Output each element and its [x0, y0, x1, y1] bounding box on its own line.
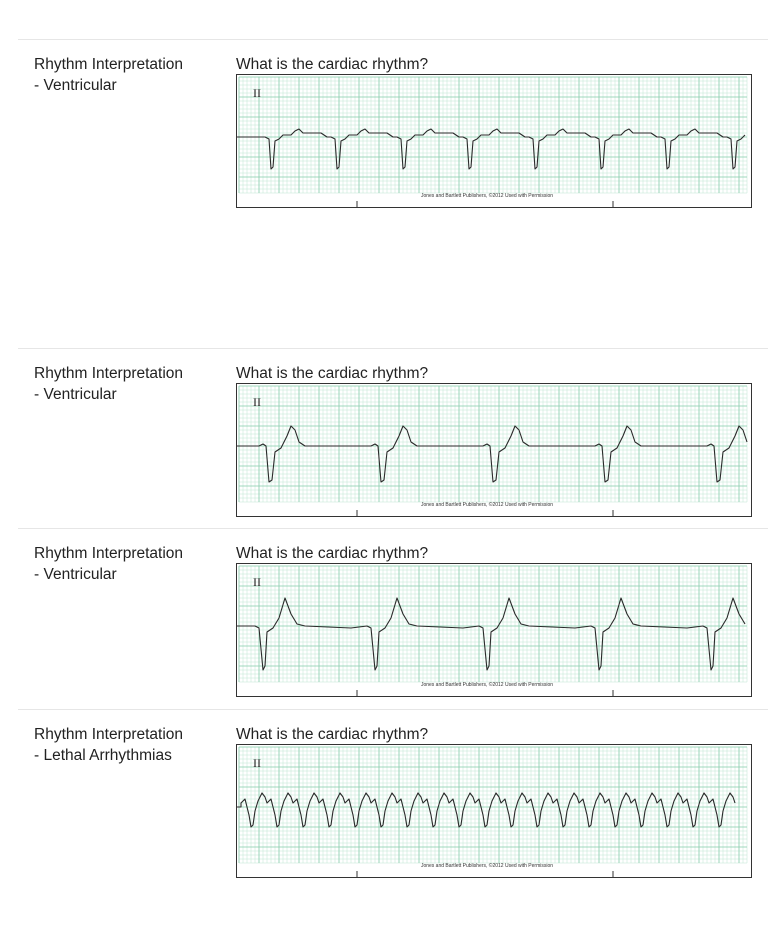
category-label: [34, 363, 224, 405]
ecg-lead-label: II: [253, 395, 261, 409]
question-text: What is the cardiac rhythm?: [236, 365, 429, 382]
question-text: What is the cardiac rhythm?: [236, 56, 429, 73]
ecg-strip: [236, 744, 752, 878]
category-line-1: Rhythm Interpretation: [34, 365, 184, 382]
ecg-footer-band: [237, 871, 751, 877]
ecg-grid-svg: [237, 564, 751, 696]
divider: [18, 709, 768, 710]
category-label: [34, 54, 224, 96]
ecg-grid-svg: [237, 745, 751, 877]
ecg-credit: Jones and Bartlett Publishers, ©2012 Used with Permission: [420, 682, 554, 688]
ecg-lead-label: II: [253, 756, 261, 770]
ecg-footer-band: [237, 201, 751, 207]
category-line-1: Rhythm Interpretation: [34, 545, 184, 562]
category-label: [34, 724, 224, 766]
divider: [18, 348, 768, 349]
category-line-2: - Ventricular: [34, 77, 117, 94]
question-text: What is the cardiac rhythm?: [236, 726, 429, 743]
ecg-credit: Jones and Bartlett Publishers, ©2012 Used with Permission: [420, 193, 554, 199]
question-text: What is the cardiac rhythm?: [236, 545, 429, 562]
category-line-1: Rhythm Interpretation: [34, 726, 184, 743]
ecg-grid-svg: [237, 384, 751, 516]
divider: [18, 528, 768, 529]
ecg-grid-svg: [237, 75, 751, 207]
category-label: [34, 543, 224, 585]
category-line-1: Rhythm Interpretation: [34, 56, 184, 73]
category-line-2: - Ventricular: [34, 566, 117, 583]
ecg-strip: [236, 74, 752, 208]
category-line-2: - Ventricular: [34, 386, 117, 403]
ecg-footer-band: [237, 690, 751, 696]
ecg-credit: Jones and Bartlett Publishers, ©2012 Used with Permission: [420, 863, 554, 869]
ecg-footer-band: [237, 510, 751, 516]
ecg-strip: [236, 563, 752, 697]
ecg-credit: Jones and Bartlett Publishers, ©2012 Used with Permission: [420, 502, 554, 508]
ecg-lead-label: II: [253, 575, 261, 589]
ecg-strip: [236, 383, 752, 517]
divider-top: [18, 39, 768, 40]
category-line-2: - Lethal Arrhythmias: [34, 747, 172, 764]
ecg-lead-label: II: [253, 86, 261, 100]
